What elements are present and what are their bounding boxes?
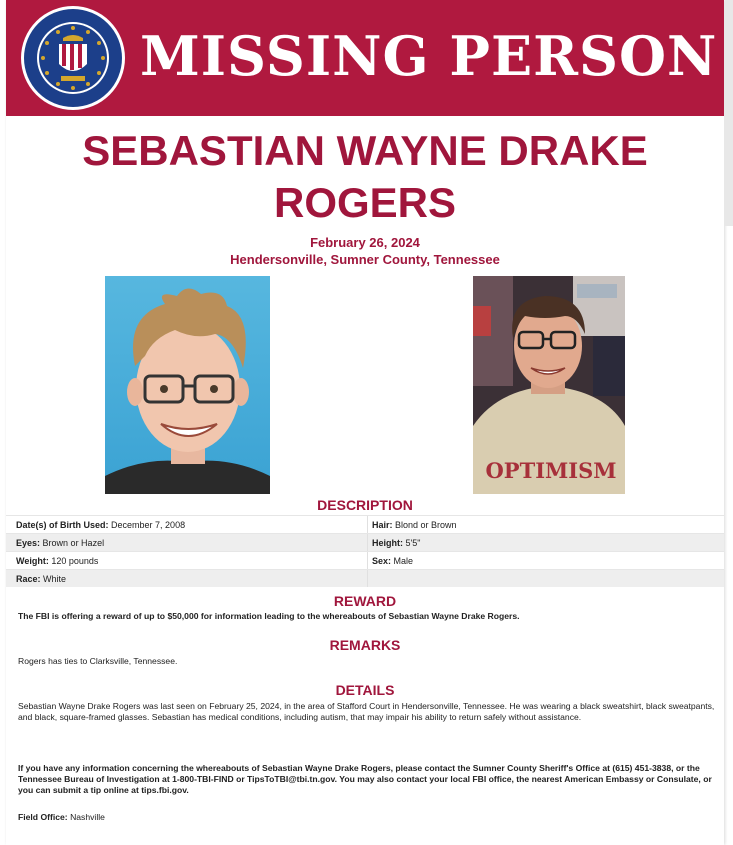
contact-text: If you have any information concerning the whereabouts of Sebastian Wayne Drake Rogers, please contact the Sumner County Sheriff's Office at (615) 451-3838, or the Tennessee Bureau of Investigation at 1-800-TBI-FIND or TipsToTBI@tbi.tn.gov. You may also contact your local FBI office, the nearest American Embassy or Consulate, or you can submit a tip online at tips.fbi.gov. [18,763,712,795]
banner-title: MISSING PERSON [140,24,718,88]
hair-value: Blond or Brown [395,520,457,530]
description-row [6,569,724,587]
dob-label: Date(s) of Birth Used: [16,520,109,530]
sex-label: Sex: [372,556,392,566]
scrollbar[interactable] [725,0,733,226]
person-photo-2 [473,276,625,494]
missing-location: Hendersonville, Sumner County, Tennessee [230,252,500,267]
description-row [6,515,724,533]
weight-label: Weight: [16,556,49,566]
eyes-label: Eyes: [16,538,41,548]
remarks-text: Rogers has ties to Clarksville, Tennessee. [18,656,178,666]
race-value: White [43,574,67,584]
header-banner [6,0,724,116]
sweatshirt-text: OPTIMISM [485,458,617,483]
hair-label: Hair: [372,520,393,530]
description-title: DESCRIPTION [317,497,413,513]
sex-value: Male [393,556,414,566]
description-table [6,515,724,587]
eyes-value: Brown or Hazel [42,538,105,548]
race-label: Race: [16,574,41,584]
remarks-title: REMARKS [329,637,401,653]
reward-text: The FBI is offering a reward of up to $50,000 for information leading to the whereabouts of Sebastian Wayne Drake Rogers. [18,611,520,621]
details-title: DETAILS [335,682,395,698]
field-office-label: Field Office: [18,812,68,822]
weight-value: 120 pounds [51,556,99,566]
description-row [6,551,724,569]
person-name-line1: SEBASTIAN WAYNE DRAKE [82,127,648,174]
dob-value: December 7, 2008 [111,520,186,530]
field-office [18,812,718,823]
fbi-seal-icon [16,4,130,112]
person-photo-1 [105,276,270,494]
missing-person-poster [6,0,724,845]
field-office-value: Nashville [70,812,105,822]
height-label: Height: [372,538,403,548]
person-name-line2: ROGERS [273,179,457,226]
missing-date: February 26, 2024 [310,235,420,250]
details-text: Sebastian Wayne Drake Rogers was last seen on February 25, 2024, in the area of Stafford Court in Hendersonville, Tennessee. He was wearing a black sweatshirt, black sweatpants, and black, square-framed glasses. Sebastian has medical conditions, including autism, that may impair his ability to return safely without assistance. [18,701,715,722]
description-row [6,533,724,551]
reward-title: REWARD [333,593,397,609]
height-value: 5'5" [405,538,421,548]
